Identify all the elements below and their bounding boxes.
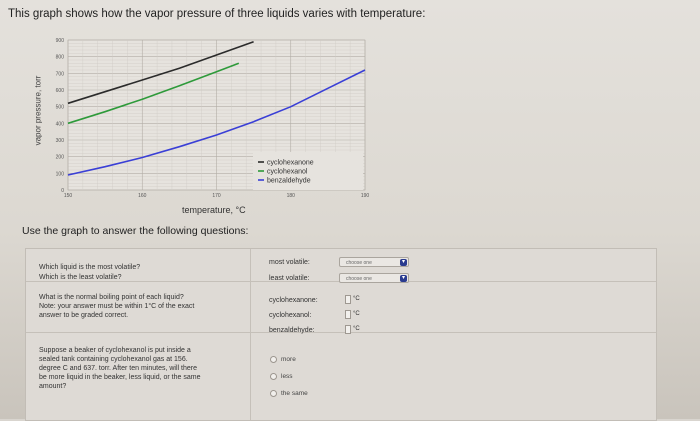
row-divider — [26, 332, 656, 333]
radio-less[interactable] — [270, 373, 277, 380]
y-tick-label: 200 — [55, 154, 64, 161]
y-tick-label: 0 — [61, 188, 64, 194]
most-volatile-label: most volatile: — [269, 259, 310, 266]
bp-label-cyclohexanone: cyclohexanone: — [269, 297, 318, 304]
question-boiling-point-line-2: Note: your answer must be within 1°C of the exact — [39, 303, 195, 310]
radio-same-label: the same — [281, 390, 308, 397]
legend-label-cyclohexanol: cyclohexanol — [267, 168, 308, 176]
radio-same[interactable] — [270, 390, 277, 397]
bp-label-cyclohexanol: cyclohexanol: — [269, 312, 312, 319]
bp-input-cyclohexanol[interactable] — [345, 310, 351, 319]
x-axis-label: temperature, °C — [182, 205, 246, 215]
bp-label-benzaldehyde: benzaldehyde: — [269, 327, 315, 334]
instructions-text: Use the graph to answer the following questions: — [22, 225, 249, 237]
x-tick-labels — [64, 193, 370, 199]
question-boiling-point-line-3: answer to be graded correct. — [39, 312, 129, 319]
y-tick-label: 300 — [55, 138, 64, 144]
question-most-volatile: Which liquid is the most volatile? — [39, 264, 141, 271]
y-tick-label: 500 — [55, 104, 64, 111]
legend-label-benzaldehyde: benzaldehyde — [267, 177, 311, 185]
x-tick-label: 180 — [286, 193, 295, 199]
select-placeholder: choose one — [346, 260, 372, 266]
x-tick-label: 190 — [360, 193, 370, 199]
least-volatile-label: least volatile: — [269, 275, 310, 282]
y-tick-label: 900 — [55, 38, 64, 44]
y-tick-label: 600 — [55, 88, 64, 94]
question-sealed-tank-line-5: amount? — [39, 383, 67, 390]
radio-more-label: more — [281, 356, 296, 363]
select-placeholder: choose one — [346, 276, 372, 282]
column-divider — [250, 249, 251, 420]
question-sealed-tank-line-3: degree C and 637. torr. After ten minutes, will there — [39, 365, 197, 372]
x-tick-label: 170 — [212, 193, 221, 199]
question-sealed-tank-line-4: be more liquid in the beaker, less liquid, or the same — [39, 374, 201, 381]
unit-label: °C — [353, 296, 360, 302]
y-axis-label: vapor pressure, torr — [33, 75, 43, 146]
y-tick-label: 700 — [55, 71, 64, 78]
question-sealed-tank-line-1: Suppose a beaker of cyclohexanol is put inside a — [39, 347, 191, 354]
chevron-down-icon: ▾ — [401, 259, 405, 265]
y-tick-label: 800 — [55, 54, 64, 61]
chart-legend — [253, 152, 363, 190]
unit-label: °C — [353, 311, 360, 317]
chevron-down-icon: ▾ — [401, 275, 405, 281]
bp-input-cyclohexanone[interactable] — [345, 295, 351, 304]
most-volatile-select[interactable] — [339, 257, 409, 267]
radio-less-label: less — [281, 373, 293, 380]
radio-more[interactable] — [270, 356, 277, 363]
least-volatile-select[interactable] — [339, 273, 409, 283]
x-tick-label: 160 — [138, 193, 147, 199]
y-tick-labels — [56, 38, 65, 194]
legend-label-cyclohexanone: cyclohexanone — [267, 159, 314, 167]
unit-label: °C — [353, 326, 360, 332]
x-tick-label: 150 — [63, 193, 73, 199]
intro-text: This graph shows how the vapor pressure of three liquids varies with temperature: — [8, 8, 426, 20]
y-tick-label: 400 — [55, 121, 64, 128]
bp-input-benzaldehyde[interactable] — [345, 325, 351, 334]
question-least-volatile: Which is the least volatile? — [39, 274, 122, 281]
question-panel — [25, 248, 657, 421]
question-sealed-tank-line-2: sealed tank containing cyclohexanol gas at 156. — [39, 356, 188, 363]
y-tick-label: 100 — [55, 171, 64, 178]
question-boiling-point-line-1: What is the normal boiling point of each liquid? — [39, 294, 184, 301]
